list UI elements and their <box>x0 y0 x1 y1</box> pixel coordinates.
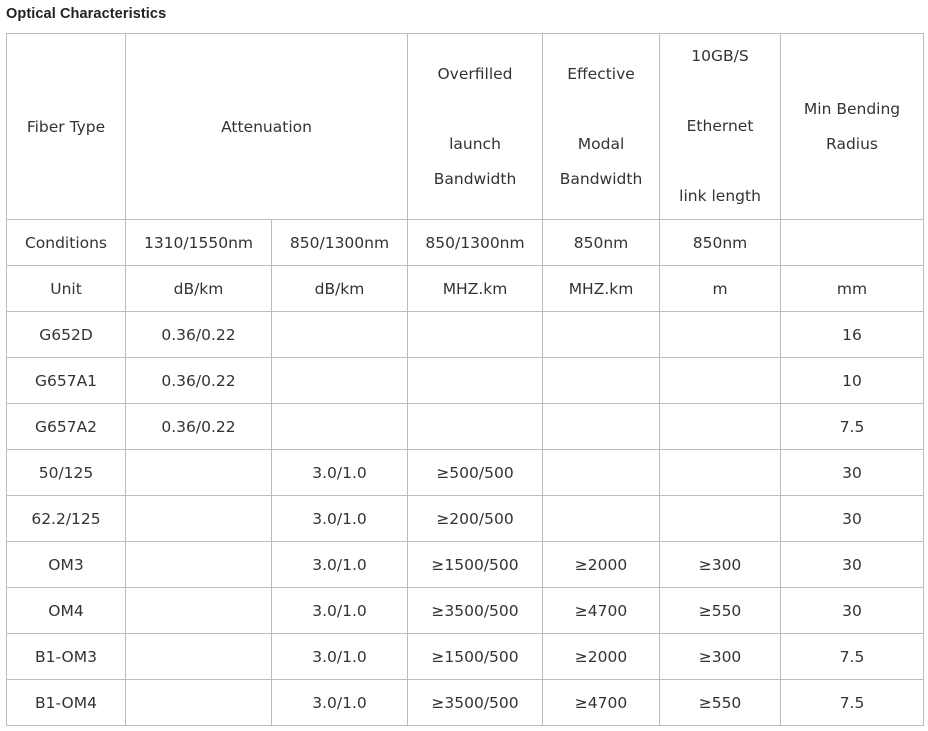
attenuation-1310-1550-cell <box>126 450 272 496</box>
header-row <box>7 34 924 220</box>
table-row <box>7 588 924 634</box>
attenuation-850-1300-cell: 3.0/1.0 <box>272 634 408 680</box>
ethernet-link-length-cell: ≥300 <box>660 542 781 588</box>
min-bending-radius-cell <box>781 220 924 266</box>
min-bending-radius-cell: 7.5 <box>781 680 924 726</box>
attenuation-1310-1550-cell: 0.36/0.22 <box>126 358 272 404</box>
fiber-type-cell: 62.2/125 <box>7 496 126 542</box>
fiber-type-cell: 50/125 <box>7 450 126 496</box>
ethernet-link-length-cell <box>660 450 781 496</box>
min-bending-radius-cell: 30 <box>781 588 924 634</box>
attenuation-850-1300-cell: 3.0/1.0 <box>272 542 408 588</box>
overfilled-bandwidth-cell: MHZ.km <box>408 266 543 312</box>
ethernet-link-length-cell <box>660 358 781 404</box>
fiber-type-cell: Conditions <box>7 220 126 266</box>
attenuation-1310-1550-cell: 0.36/0.22 <box>126 312 272 358</box>
fiber-type-cell: G657A1 <box>7 358 126 404</box>
effective-modal-bandwidth-cell: ≥4700 <box>543 680 660 726</box>
header-min-bending-radius: Min Bending Radius <box>781 34 924 220</box>
min-bending-radius-cell: 30 <box>781 542 924 588</box>
fiber-type-cell: G652D <box>7 312 126 358</box>
attenuation-850-1300-cell: 3.0/1.0 <box>272 496 408 542</box>
header-attenuation: Attenuation <box>126 34 408 220</box>
optical-characteristics-table <box>6 33 924 726</box>
effective-modal-bandwidth-cell <box>543 404 660 450</box>
fiber-type-cell: B1-OM3 <box>7 634 126 680</box>
fiber-type-cell: B1-OM4 <box>7 680 126 726</box>
attenuation-850-1300-cell <box>272 358 408 404</box>
header-effective-modal-bandwidth: Effective Modal Bandwidth <box>543 34 660 220</box>
min-bending-radius-cell: 30 <box>781 496 924 542</box>
ethernet-link-length-cell: m <box>660 266 781 312</box>
attenuation-1310-1550-cell <box>126 634 272 680</box>
page-title: Optical Characteristics <box>6 6 167 22</box>
effective-modal-bandwidth-cell: ≥2000 <box>543 542 660 588</box>
fiber-type-cell: G657A2 <box>7 404 126 450</box>
fiber-type-cell: OM3 <box>7 542 126 588</box>
table-row <box>7 404 924 450</box>
effective-modal-bandwidth-cell <box>543 312 660 358</box>
table-row <box>7 450 924 496</box>
overfilled-bandwidth-cell: 850/1300nm <box>408 220 543 266</box>
overfilled-bandwidth-cell <box>408 312 543 358</box>
attenuation-850-1300-cell: dB/km <box>272 266 408 312</box>
effective-modal-bandwidth-cell <box>543 496 660 542</box>
overfilled-bandwidth-cell: ≥1500/500 <box>408 542 543 588</box>
overfilled-bandwidth-cell: ≥3500/500 <box>408 588 543 634</box>
table-row <box>7 220 924 266</box>
table-row <box>7 358 924 404</box>
ethernet-link-length-cell <box>660 404 781 450</box>
effective-modal-bandwidth-cell <box>543 358 660 404</box>
effective-modal-bandwidth-cell: MHZ.km <box>543 266 660 312</box>
ethernet-link-length-cell: ≥550 <box>660 680 781 726</box>
attenuation-850-1300-cell: 3.0/1.0 <box>272 588 408 634</box>
attenuation-1310-1550-cell: 1310/1550nm <box>126 220 272 266</box>
fiber-type-cell: OM4 <box>7 588 126 634</box>
attenuation-1310-1550-cell <box>126 496 272 542</box>
attenuation-1310-1550-cell <box>126 680 272 726</box>
attenuation-850-1300-cell: 3.0/1.0 <box>272 450 408 496</box>
overfilled-bandwidth-cell: ≥500/500 <box>408 450 543 496</box>
ethernet-link-length-cell: 850nm <box>660 220 781 266</box>
attenuation-1310-1550-cell: 0.36/0.22 <box>126 404 272 450</box>
ethernet-link-length-cell <box>660 496 781 542</box>
min-bending-radius-cell: 30 <box>781 450 924 496</box>
table-row <box>7 312 924 358</box>
header-ethernet-link-length: 10GB/S Ethernet link length <box>660 34 781 220</box>
overfilled-bandwidth-cell: ≥1500/500 <box>408 634 543 680</box>
min-bending-radius-cell: 16 <box>781 312 924 358</box>
min-bending-radius-cell: 7.5 <box>781 404 924 450</box>
table-row <box>7 680 924 726</box>
overfilled-bandwidth-cell: ≥200/500 <box>408 496 543 542</box>
min-bending-radius-cell: mm <box>781 266 924 312</box>
effective-modal-bandwidth-cell: 850nm <box>543 220 660 266</box>
header-fiber-type: Fiber Type <box>7 34 126 220</box>
ethernet-link-length-cell: ≥300 <box>660 634 781 680</box>
attenuation-850-1300-cell <box>272 312 408 358</box>
effective-modal-bandwidth-cell <box>543 450 660 496</box>
table-row <box>7 542 924 588</box>
effective-modal-bandwidth-cell: ≥4700 <box>543 588 660 634</box>
table-row <box>7 266 924 312</box>
overfilled-bandwidth-cell: ≥3500/500 <box>408 680 543 726</box>
min-bending-radius-cell: 7.5 <box>781 634 924 680</box>
fiber-type-cell: Unit <box>7 266 126 312</box>
attenuation-850-1300-cell: 3.0/1.0 <box>272 680 408 726</box>
attenuation-850-1300-cell: 850/1300nm <box>272 220 408 266</box>
attenuation-850-1300-cell <box>272 404 408 450</box>
overfilled-bandwidth-cell <box>408 404 543 450</box>
min-bending-radius-cell: 10 <box>781 358 924 404</box>
attenuation-1310-1550-cell: dB/km <box>126 266 272 312</box>
overfilled-bandwidth-cell <box>408 358 543 404</box>
ethernet-link-length-cell: ≥550 <box>660 588 781 634</box>
table-row <box>7 634 924 680</box>
attenuation-1310-1550-cell <box>126 588 272 634</box>
header-overfilled-launch-bandwidth: Overfilled launch Bandwidth <box>408 34 543 220</box>
effective-modal-bandwidth-cell: ≥2000 <box>543 634 660 680</box>
attenuation-1310-1550-cell <box>126 542 272 588</box>
ethernet-link-length-cell <box>660 312 781 358</box>
table-row <box>7 496 924 542</box>
